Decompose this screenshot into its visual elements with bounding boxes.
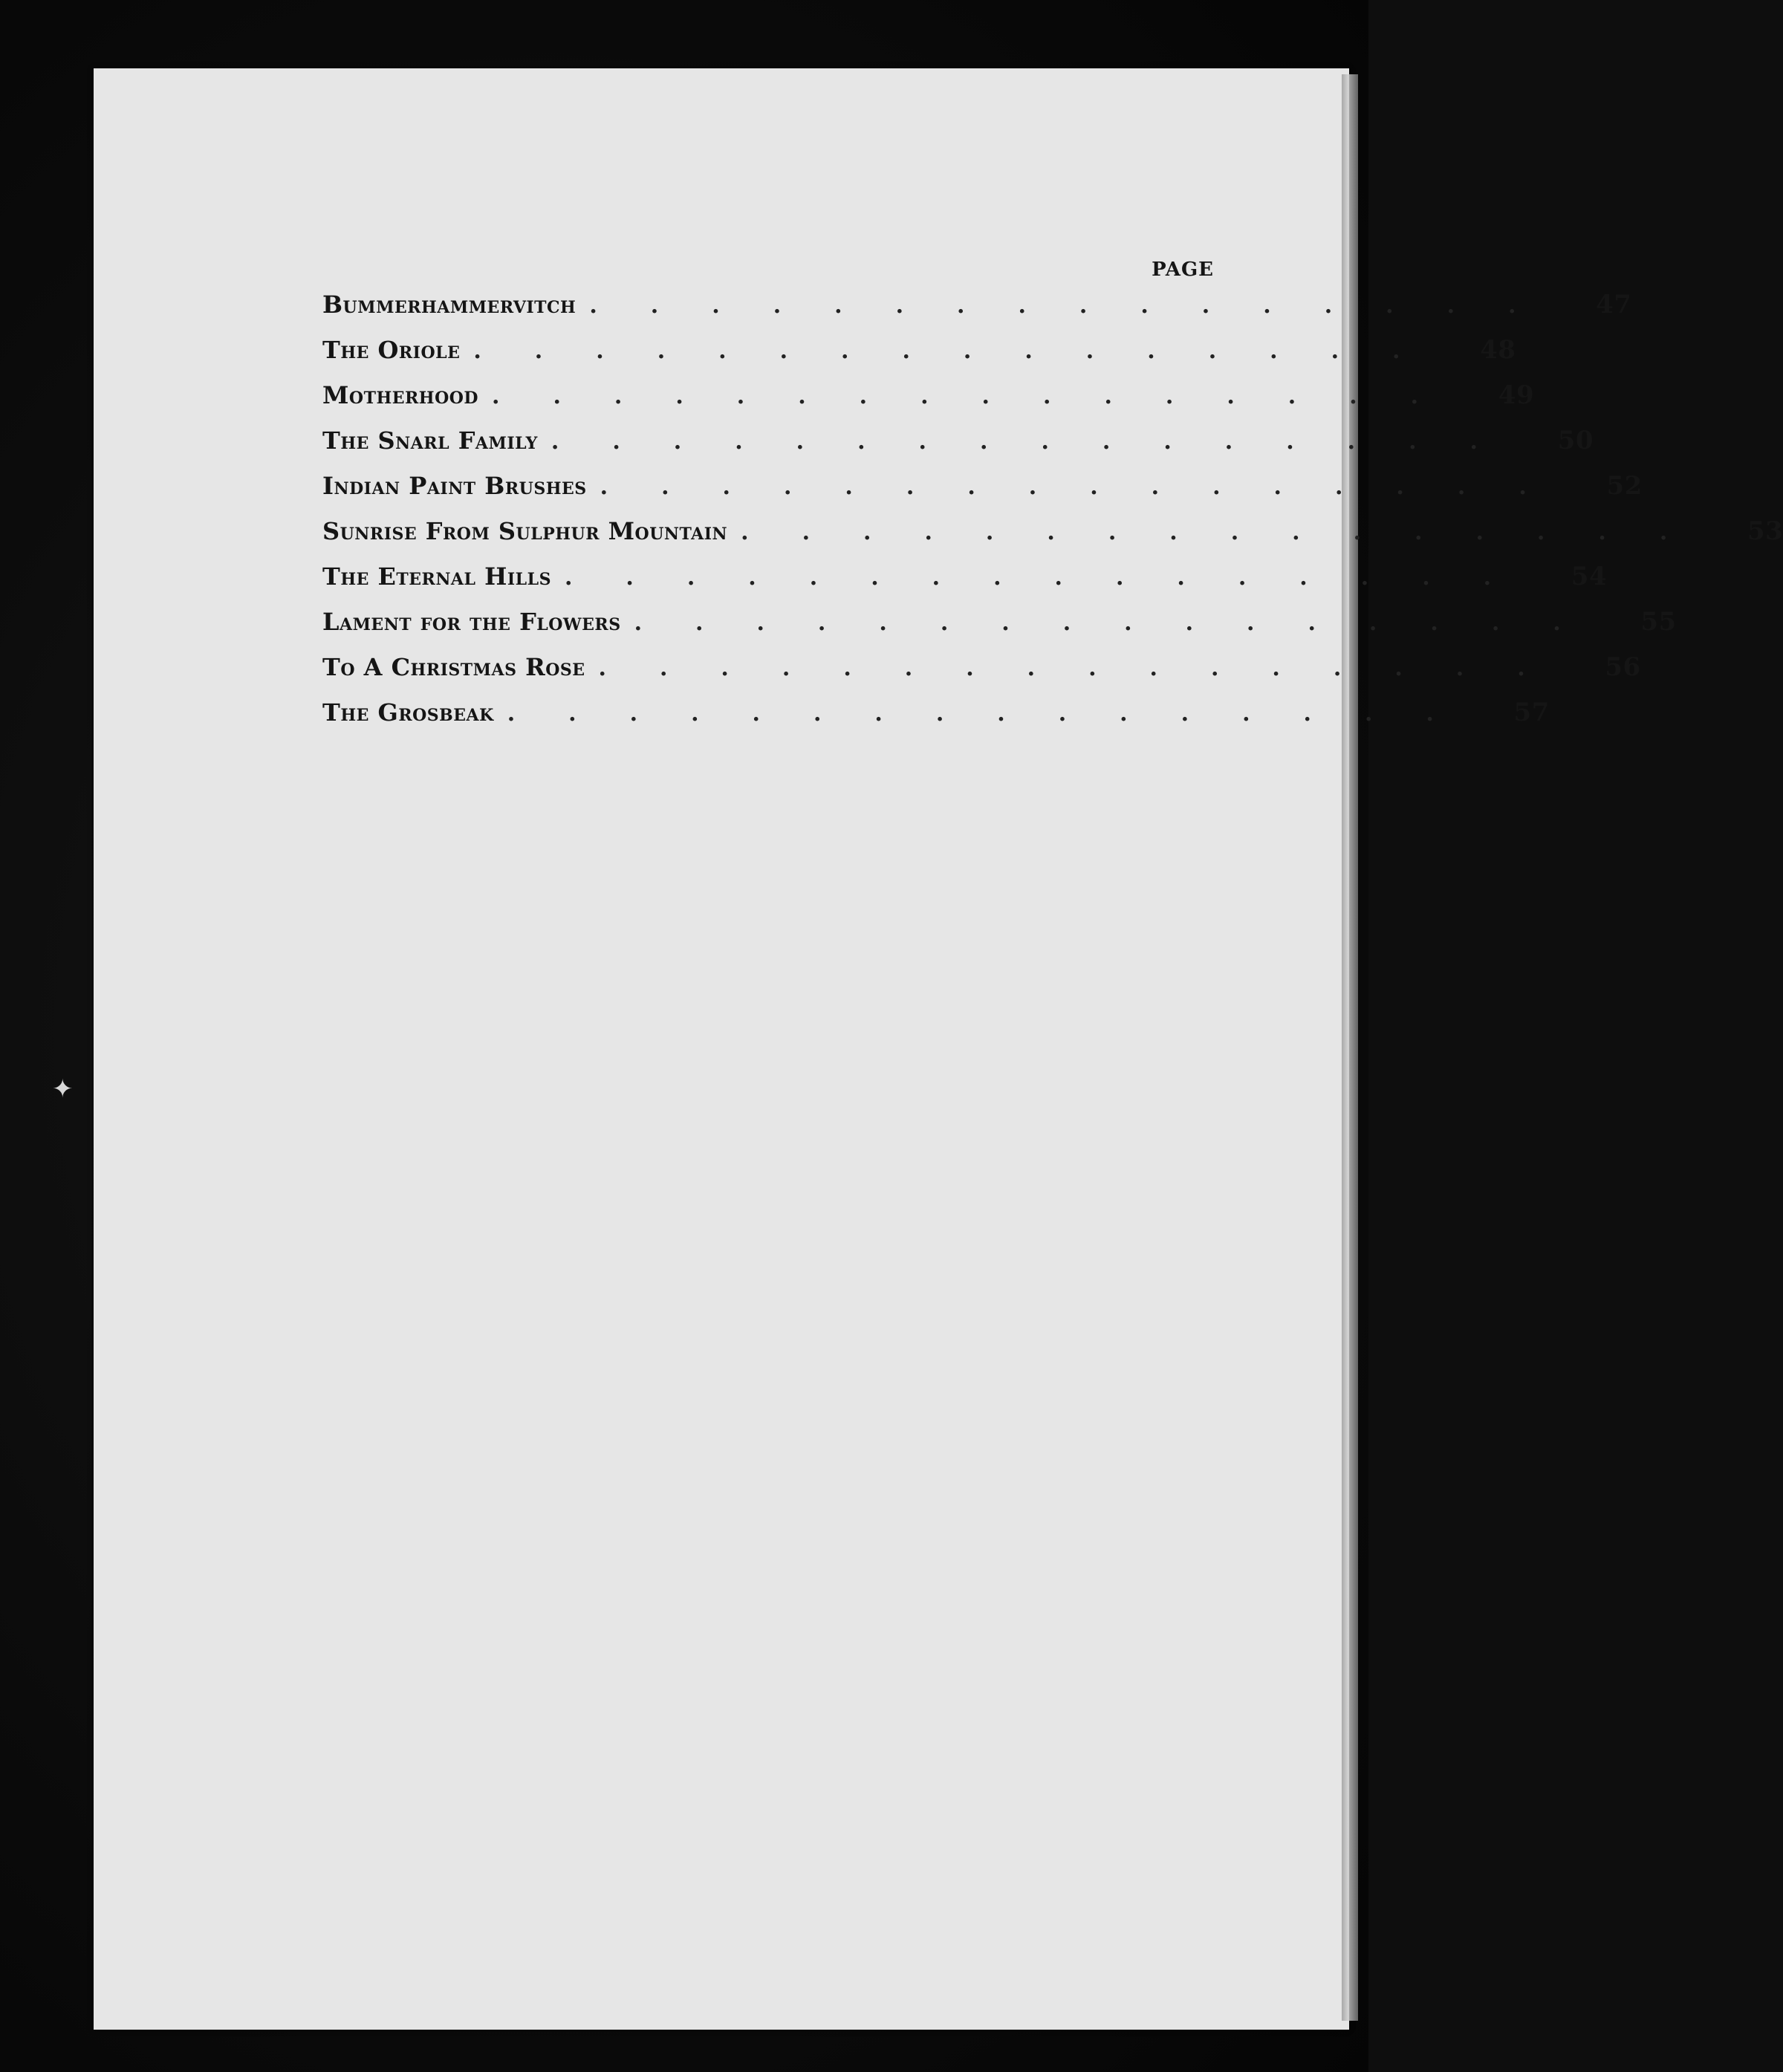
toc-entry-page-number: 56 — [1605, 652, 1641, 682]
toc-entry-title: Bummerhammervitch — [322, 290, 577, 319]
toc-entry-title: Lament for the Flowers — [322, 608, 621, 636]
dot-leader: ................ — [634, 610, 1614, 636]
toc-entry — [322, 562, 1608, 607]
toc-entry-page-number: 52 — [1606, 471, 1643, 501]
toc-entry-title: The Grosbeak — [322, 698, 494, 727]
toc-entry-title: The Eternal Hills — [322, 562, 551, 591]
toc-entry-list — [322, 290, 1783, 743]
toc-entry — [322, 698, 1550, 743]
dot-leader: ................ — [589, 293, 1570, 319]
page-column-heading: PAGE — [1152, 259, 1214, 281]
toc-entry-title: The Oriole — [322, 336, 461, 364]
toc-entry — [322, 426, 1594, 471]
toc-entry-page-number: 53 — [1747, 516, 1783, 546]
dot-leader: ................ — [507, 701, 1487, 727]
dot-leader: ................ — [564, 565, 1545, 591]
page-edge — [1342, 74, 1358, 2021]
toc-entry — [322, 607, 1677, 652]
toc-entry-title: Indian Paint Brushes — [322, 472, 587, 500]
toc-entry-title: Motherhood — [322, 381, 478, 409]
dot-leader: ................ — [598, 655, 1579, 681]
toc-entry — [322, 516, 1783, 562]
dot-leader: ................ — [492, 383, 1472, 409]
dot-leader: ................ — [473, 338, 1454, 364]
toc-entry-page-number: 55 — [1640, 607, 1677, 637]
toc-entry — [322, 290, 1632, 335]
toc-entry-page-number: 47 — [1596, 290, 1632, 319]
toc-entry — [322, 335, 1516, 380]
dot-leader: ................ — [551, 429, 1531, 455]
toc-entry-page-number: 57 — [1513, 698, 1550, 727]
toc-entry-title: To A Christmas Rose — [322, 653, 585, 681]
toc-entry-title: Sunrise From Sulphur Mountain — [322, 517, 728, 545]
dot-leader: ................ — [600, 474, 1580, 500]
toc-entry — [322, 652, 1641, 698]
toc-entry-page-number: 48 — [1480, 335, 1516, 365]
film-speck-mark: ✦ — [52, 1074, 74, 1104]
dot-leader: ................ — [741, 519, 1721, 545]
toc-entry — [322, 471, 1643, 516]
toc-entry-title: The Snarl Family — [322, 426, 538, 455]
toc-entry-page-number: 49 — [1498, 380, 1535, 410]
toc-entry-page-number: 50 — [1557, 426, 1594, 455]
toc-entry-page-number: 54 — [1571, 562, 1608, 591]
toc-entry — [322, 380, 1535, 426]
